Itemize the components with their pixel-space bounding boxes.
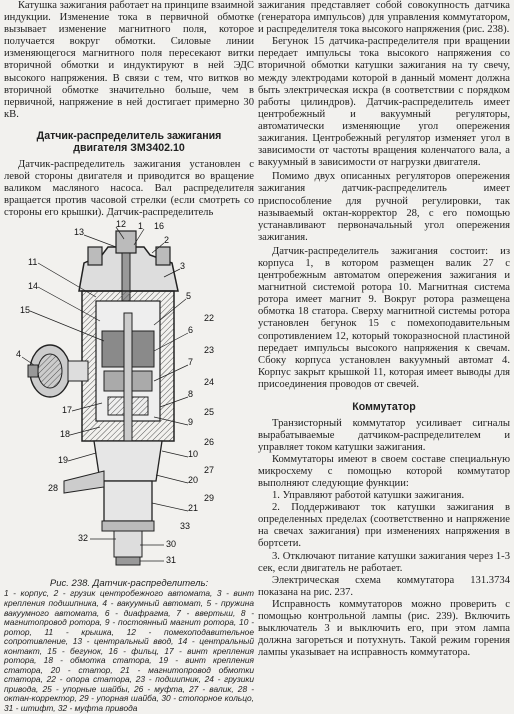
- callout-16: 16: [154, 221, 165, 232]
- commutator-paragraph-1: Транзисторный коммутатор усиливает сигналы вырабатываемые датчиком-распределителем и управляет током катушки зажигания.: [258, 417, 510, 453]
- right-paragraph-1: зажигания представляет собой совокупность датчика (генератора импульсов) для управления коммутатором, и распределителя тока высокого напряжения (рис. 238).: [258, 0, 510, 36]
- callout-21: 21: [188, 503, 199, 514]
- callout-10: 10: [188, 449, 199, 460]
- callout-32: 32: [78, 533, 89, 544]
- commutator-paragraph-2: Коммутаторы имеют в своем составе специальную микросхему с помощью которой коммутатор выполняют следующие функции:: [258, 453, 510, 489]
- callout-33: 33: [180, 521, 191, 532]
- figure-caption: Рис. 238. Датчик-распределитель:: [49, 578, 209, 590]
- distributor-drawing: [4, 221, 254, 576]
- callout-4: 4: [16, 349, 22, 360]
- callout-22: 22: [204, 313, 215, 324]
- callout-17: 17: [62, 405, 73, 416]
- callout-7: 7: [188, 357, 194, 368]
- callout-20: 20: [188, 475, 199, 486]
- figure-legend: 1 - корпус, 2 - грузик центробежного автомата, 3 - винт крепления подшипника, 4 - вакуумный автомат, 5 - пружина вакуумного автомата, 6 - диафрагма, 7 - ввертыш, 8 - магнитопровод ротора, 9 - постоянный магнит ротора, 10 - ротор, 11 - крышка, 12 - помехоподавительное сопротивление, 13 - центральный ввод, 14 - центральный контакт, 15 - бегунок, 16 - фильц, 17 - винт крепления ротора, 18 - обмотка статора, 19 - винт крепления статора, 20 - статор, 21 - магнитопровод обмотки статора, 22 - опора статора, 23 - подшипник, 24 - грузики привода, 25 - упорные шайбы, 26 - муфта, 27 - валик, 28 - октан-корректор, 29 - упорная шайба, 30 - стопорное кольцо, 31 - штифт, 32 - муфта привода: [4, 588, 254, 713]
- right-paragraph-4: Датчик-распределитель зажигания состоит: из корпуса 1, в котором размещен валик 27 с центробежным автоматом опережения зажигания и магнитной системой ротора 10. Магнитная система ротора имеет магнит 9. Вокруг ротора размещена обмотка 18 статора. Сверху магнитной системы ротора установлен бегунок 15 с помехоподавительным сопротивлением 12, который токоразносной пластиной передает импульсы высокого напряжения к свечам. Сбоку корпуса установлен вакуумный автомат 4. Корпус закрыт крышкой 11, которая имеет выводы для присоединения проводов от свечей.: [258, 245, 510, 390]
- function-item-1: 1. Управляют работой катушки зажигания.: [272, 490, 465, 502]
- callout-14: 14: [28, 281, 39, 292]
- callout-26: 26: [204, 437, 215, 448]
- commutator-heading: Коммутатор: [352, 401, 416, 413]
- callout-27: 27: [204, 465, 215, 476]
- callout-24: 24: [204, 377, 215, 388]
- commutator-paragraph-4: Исправность коммутаторов можно проверить с помощью контрольной лампы (рис. 239). Включить выключатель 3 и выключить его, при этом лампа должна загореться и потухнуть. Такой режим горения лампы указывает на исправность коммутатора.: [258, 598, 510, 659]
- left-column: [4, 0, 254, 714]
- callout-12: 12: [116, 219, 127, 230]
- section-heading-line1: Датчик-распределитель зажигания: [36, 129, 222, 142]
- callout-3: 3: [180, 261, 186, 272]
- callout-13: 13: [74, 227, 85, 238]
- callout-9: 9: [188, 417, 194, 428]
- callout-1: 1: [138, 221, 144, 232]
- callout-11: 11: [28, 257, 38, 268]
- callout-6: 6: [188, 325, 194, 336]
- callout-30: 30: [166, 539, 177, 550]
- function-item-2: 2. Поддерживают ток катушки зажигания в определенных пределах (соответственно и напряжение на свечах зажигания) при изменениях напряжения в бортсети.: [258, 502, 510, 550]
- callout-31: 31: [166, 555, 177, 566]
- distributor-figure: [4, 221, 254, 576]
- callout-8: 8: [188, 389, 194, 400]
- function-item-3: 3. Отключают питание катушки зажигания через 1-3 сек, если двигатель не работает.: [258, 550, 510, 574]
- callout-2: 2: [164, 235, 170, 246]
- callout-29: 29: [204, 493, 215, 504]
- commutator-paragraph-3: Электрическая схема коммутатора 131.3734 показана на рис. 237.: [258, 574, 510, 598]
- right-paragraph-2: Бегунок 15 датчика-распределителя при вращении передает импульсы тока высокого напряжения со вторичной обмотки катушки зажигания на ту свечу, между электродами которой в данный момент должна быть электрическая искра (в соответствии с порядком работы цилиндров). Датчик-распределитель имеет центробежный и вакуумный регуляторы, автоматически изменяющие угол опережения зажигания. Центробежный регулятор изменяет угол в зависимости от частоты вращения коленчатого вала, а вакуумный в зависимости от нагрузки двигателя.: [258, 36, 510, 169]
- section-heading-line2: двигателя ЗМЗ402.10: [73, 142, 185, 155]
- callout-19: 19: [58, 455, 69, 466]
- right-column: [258, 0, 510, 659]
- callout-25: 25: [204, 407, 215, 418]
- right-paragraph-3: Помимо двух описанных регуляторов опережения зажигания датчик-распределитель имеет приспособление для ручной регулировки, так называемый октан-корректор 28, с его помощью устанавливают первоначальный угол опережения зажигания.: [258, 171, 510, 243]
- callout-15: 15: [20, 305, 31, 316]
- sensor-paragraph: Датчик-распределитель зажигания установлен с левой стороны двигателя и приводится во вращение валиком масляного насоса. Вал распределителя вращается против часовой стрелки (если смотреть со стороны его крышки). Датчик-распределитель: [4, 158, 254, 219]
- callout-28: 28: [48, 483, 59, 494]
- callout-23: 23: [204, 345, 215, 356]
- intro-paragraph: Катушка зажигания работает на принципе взаимной индукции. Изменение тока в первичной обмотке вызывает изменение магнитного поля, которое получается вокруг обмотки. Силовые линии изменяющегося магнитного поля пересекают витки вторичной обмотки и индуктируют в ней ЭДС высокого напряжения. В связи с тем, что витков во вторичной обмотке значительно больше, чем в первичной, напряжение в ней достигает примерно 30 кВ.: [4, 0, 254, 120]
- callout-18: 18: [60, 429, 71, 440]
- callout-5: 5: [186, 291, 192, 302]
